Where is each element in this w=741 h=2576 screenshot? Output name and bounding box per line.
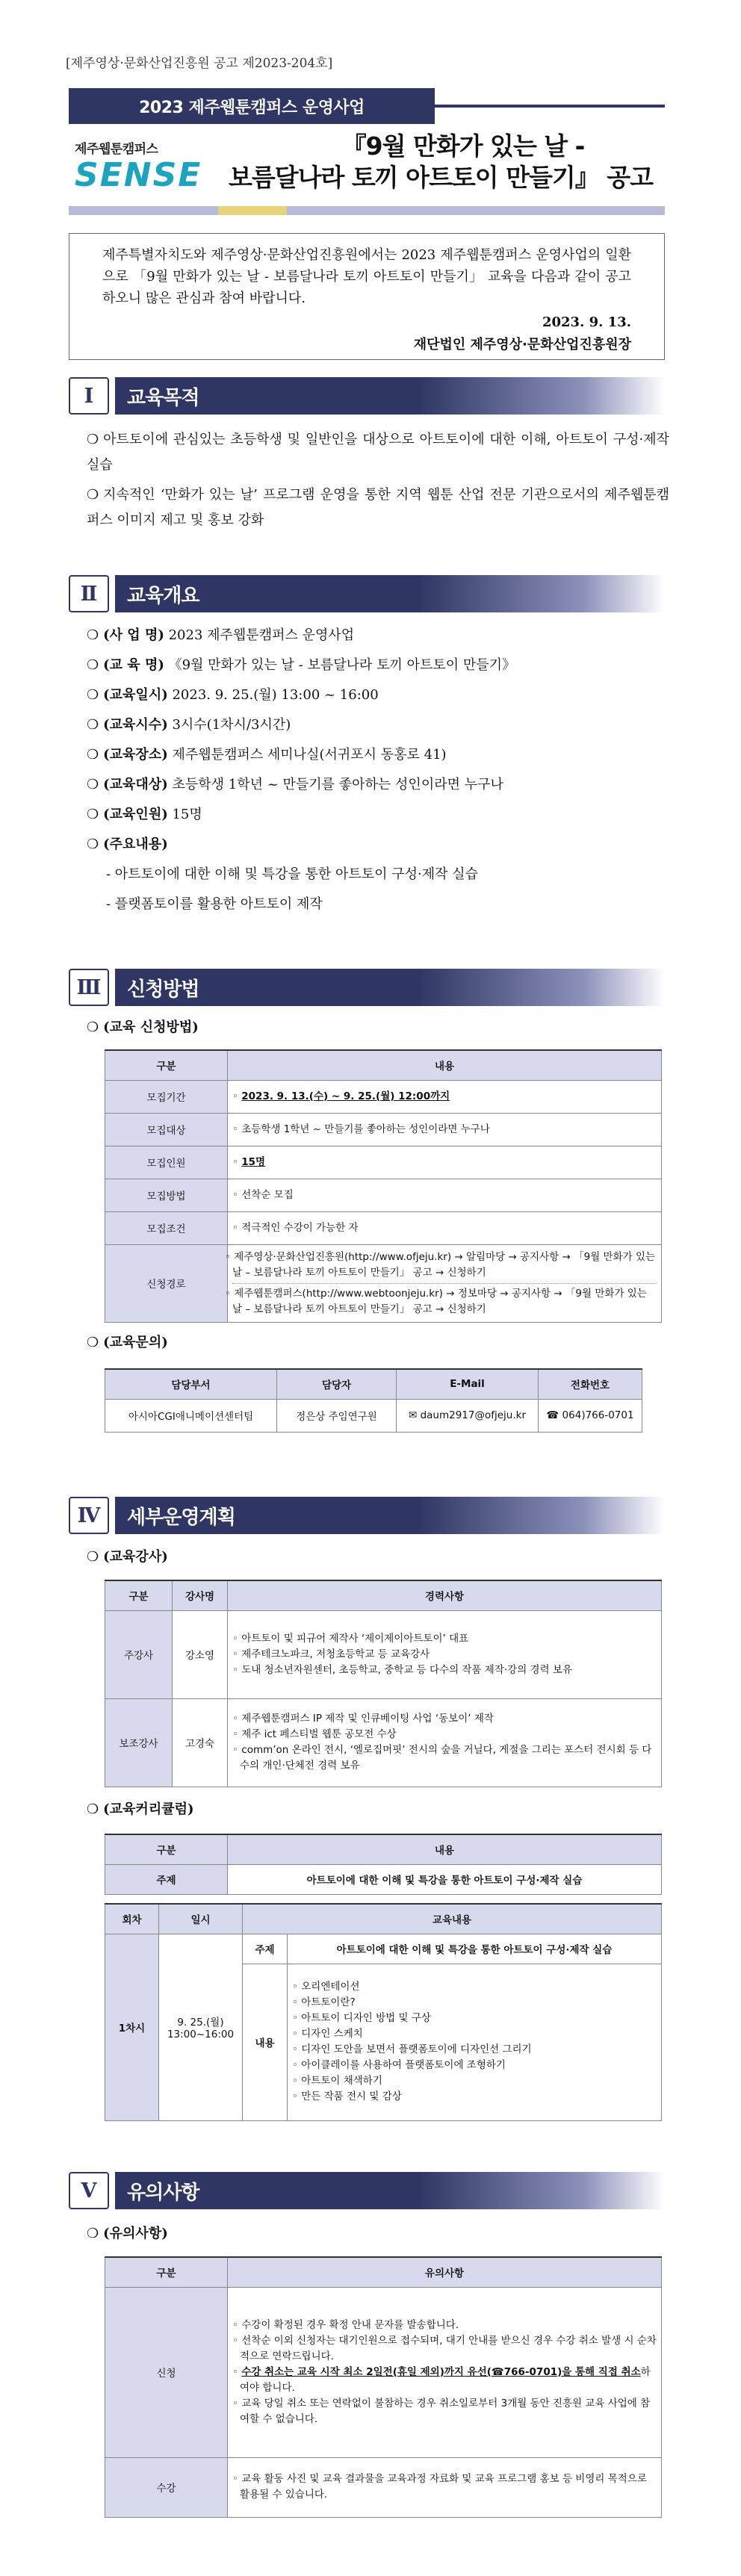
section-3-header [69,969,665,1006]
session-theme: 아트토이에 대한 이해 및 특강을 통한 아트토이 구성·제작 실습 [288,1934,662,1964]
route-ofjeju: ◦ 제주영상·문화산업진흥원(http://www.ofjeju.kr) → 알림마당 → 공지사항 → 「9월 만화가 있는 날 – 보름달나라 토끼 아트토이 만들기」 공고 → 신청하기 [232,1247,657,1284]
apply-heading: ❍ (교육 신청방법) [87,1019,199,1035]
contact-table [105,1368,642,1433]
session-datetime: 9. 25.(월) 13:00~16:00 [159,1934,243,2120]
condition-value: ◦ 적극적인 수강이 가능한 자 [228,1211,662,1244]
purpose-item [87,482,669,533]
section-number: Ⅳ [69,1497,109,1534]
overview-item: ❍ (사 업 명) 2023 제주웹툰캠퍼스 운영사업 [87,627,355,643]
hollow-circle-icon: ❍ [87,432,99,447]
overview-item: ❍ (주요내용) [87,837,168,852]
instructor-role: 주강사 [105,1610,173,1698]
intro-organization: 재단법인 제주영상·문화산업진흥원장 [413,337,631,353]
hollow-circle-icon: ❍ [87,837,99,852]
overview-item: ❍ (교육장소) 제주웹툰캠퍼스 세미나실(서귀포시 동홍로 41) [87,747,447,763]
column-header: 강사명 [173,1580,228,1610]
session-contents: ◦ 오리엔테이션 ◦ 아트토이란? ◦ 아트토이 디자인 방법 및 구상 ◦ 디자인 스케치 ◦ 디자인 도안을 보면서 플랫폼토이에 디자인선 그리기 ◦ 아이클레이를 사용하여 플랫폼토이에 조형하기 ◦ 아트토이 채색하기 ◦ 만든 작품 전시 및 감상 [288,1964,662,2120]
column-header: 내용 [228,1834,662,1864]
hollow-circle-icon: ❍ [87,1801,99,1817]
jeju-webtoon-campus-logo [75,138,202,198]
column-header: 구분 [105,1580,173,1610]
instructors-table [105,1580,662,1787]
hollow-circle-icon: ❍ [87,717,99,733]
column-header: 전화번호 [539,1369,642,1399]
stripe-lavender [69,206,218,215]
apply-notes: ◦ 수강이 확정된 경우 확정 안내 문자를 발송합니다. ◦ 선착순 이외 신청자는 대기인원으로 접수되며, 대기 안내를 받으신 경우 수강 취소 발생 시 순차적으로 연락드립니다. ◦ 수강 취소는 교육 시작 최소 2일전(휴일 제외)까지 유선(☎766-0701)을 통해 직접 취소하여야 합니다. ◦ 교육 당일 취소 또는 연락없이 불참하는 경우 취소일로부터 3개월 동안 진흥원 교육 사업에 참여할 수 없습니다. [228,2287,662,2457]
section-number: Ⅰ [69,377,109,415]
notes-heading: ❍ (유의사항) [87,2226,168,2241]
hollow-circle-icon: ❍ [87,1335,99,1350]
row-label: 주제 [105,1864,228,1894]
instructor-row [105,1698,662,1787]
row-label: 주제 [243,1934,288,1964]
curriculum-theme: 아트토이에 대한 이해 및 특강을 통한 아트토이 구성·제작 실습 [228,1864,662,1894]
hollow-circle-icon: ❍ [87,747,99,763]
section-title: 유의사항 [127,2181,199,2204]
intro-text: 제주특별자치도와 제주영상·문화산업진흥원에서는 2023 제주웹툰캠퍼스 운영사업의 일환으로 「9월 만화가 있는 날 - 보름달나라 토끼 아트토이 만들기」 교육을 다음과 같이 공고하오니 많은 관심과 참여 바랍니다. [102,247,631,306]
column-header: 구분 [105,1050,228,1080]
column-header: 담당부서 [105,1369,277,1399]
contact-phone: ☎ 064)766-0701 [539,1399,642,1432]
count-value: ◦ 15명 [228,1146,662,1179]
hollow-circle-icon: ❍ [87,777,99,792]
hollow-circle-icon: ❍ [87,2226,99,2241]
section-5-header [69,2172,665,2209]
column-header: 내용 [228,1050,662,1080]
column-header: 구분 [105,1834,228,1864]
section-number: Ⅱ [69,575,109,612]
hollow-circle-icon: ❍ [87,1549,99,1565]
section-number: Ⅴ [69,2172,109,2209]
overview-item: ❍ (교육대상) 초등학생 1학년 ~ 만들기를 좋아하는 성인이라면 누구나 [87,777,503,792]
phone-icon: ☎ [546,1409,559,1421]
curriculum-heading: ❍ (교육커리큘럼) [87,1801,194,1817]
column-header: 담당자 [277,1369,397,1399]
column-header: E-Mail [397,1369,539,1399]
instructor-name: 고경숙 [173,1698,228,1787]
hollow-circle-icon: ❍ [87,657,99,673]
row-label: 내용 [243,1964,288,2120]
title-line-1: 『9월 만화가 있는 날 - [341,131,585,161]
hollow-circle-icon: ❍ [87,487,99,503]
logo-caption: 제주웹툰캠퍼스 [75,142,158,157]
intro-date: 2023. 9. 13. [542,314,631,330]
apply-table [105,1049,662,1323]
period-value: ◦ 2023. 9. 13.(수) ~ 9. 25.(월) 12:00까지 [228,1080,662,1113]
route-webtoonjeju: ◦ 제주웹툰캠퍼스(http://www.webtoonjeju.kr) → 정보마당 → 공지사항 → 「9월 만화가 있는 날 – 보름달나라 토끼 아트토이 만들기」 공고 → 신청하기 [225,1287,647,1315]
notice-number: [제주영상·문화산업진흥원 공고 제2023-204호] [66,56,333,71]
column-header: 경력사항 [228,1580,662,1610]
overview-item: ❍ (교육시수) 3시수(1차시/3시간) [87,717,291,733]
curriculum-table [105,1903,662,2121]
instructor-name: 강소영 [173,1610,228,1698]
section-title: 신청방법 [127,978,199,1001]
row-label: 수강 [105,2457,228,2517]
row-label: 신청 [105,2287,228,2457]
session-label: 1차시 [105,1934,159,2120]
route-value [225,1244,662,1322]
stripe-lavender-right [287,206,665,215]
column-header: 유의사항 [228,2257,662,2287]
purpose-text: 아트토이에 관심있는 초등학생 및 일반인을 대상으로 아트토이에 대한 이해, 아트토이 구성·제작 실습 [87,432,669,473]
row-label: 신청경로 [105,1244,228,1322]
section-number: Ⅲ [69,969,109,1006]
hollow-circle-icon: ❍ [87,1019,99,1035]
stripe-yellow [218,206,287,215]
overview-item: ❍ (교육인원) 15명 [87,807,202,822]
section-2-header [69,575,665,612]
target-value: ◦ 초등학생 1학년 ~ 만들기를 좋아하는 성인이라면 누구나 [228,1113,662,1146]
mail-icon: ✉ [408,1409,418,1421]
column-header: 일시 [159,1904,243,1934]
row-label: 모집대상 [105,1113,228,1146]
contact-person: 정은상 주임연구원 [277,1399,397,1432]
column-header: 교육내용 [243,1904,662,1934]
section-title: 세부운영계획 [127,1506,235,1529]
title-stripes [69,206,665,215]
overview-item: ❍ (교 육 명) 《9월 만화가 있는 날 - 보름달나라 토끼 아트토이 만들기》 [87,657,516,673]
instructor-career: ◦ 제주웹툰캠퍼스 IP 제작 및 인큐베이팅 사업 ‘동보이’ 제작 ◦ 제주 ict 페스티벌 웹툰 공모전 수상 ◦ comm’on 온라인 전시, ‘엘로집머핏’ 전시의 숲을 거닐다, 게절을 그리는 포스터 전시회 등 다수의 개인·단체전 경력 보유 [228,1698,662,1787]
row-label: 모집기간 [105,1080,228,1113]
instructors-heading: ❍ (교육강사) [87,1549,168,1565]
project-banner: 2023 제주웹툰캠퍼스 운영사업 [69,88,435,124]
intro-box [69,233,665,360]
hollow-circle-icon: ❍ [87,687,99,703]
instructor-career: ◦ 아트토이 및 피규어 제작사 ‘제이제이아트토이’ 대표 ◦ 제주테크노파크, 저청초등학교 등 교육강사 ◦ 도내 청소년자원센터, 초등학교, 중학교 등 다수의 작품 제작·강의 경력 보유 [228,1610,662,1698]
contact-email[interactable]: ✉ daum2917@ofjeju.kr [397,1399,539,1432]
logo-wordmark: SENSE [75,156,202,194]
title-line-2: 보름달나라 토끼 아트토이 만들기』 공고 [228,163,653,192]
section-title: 교육개요 [127,584,199,607]
hollow-circle-icon: ❍ [87,627,99,643]
contact-dept: 아시아CGI애니메이션센터팀 [105,1399,277,1432]
purpose-item [87,427,669,478]
banner-rule [435,105,665,108]
contact-heading: ❍ (교육문의) [87,1335,168,1350]
instructor-row [105,1610,662,1698]
column-header: 회차 [105,1904,159,1934]
class-notes: ◦ 교육 활동 사진 및 교육 결과물을 교육과정 자료화 및 교육 프로그램 홍보 등 비영리 목적으로 활용될 수 있습니다. [228,2457,662,2517]
method-value: ◦ 선착순 모집 [228,1179,662,1211]
notes-table [105,2256,662,2518]
purpose-text: 지속적인 ‘만화가 있는 날’ 프로그램 운영을 통한 지역 웹툰 산업 전문 기관으로서의 제주웹툰캠퍼스 이미지 제고 및 홍보 강화 [87,487,669,528]
curriculum-theme-table [105,1834,662,1895]
overview-item: ❍ (교육일시) 2023. 9. 25.(월) 13:00 ~ 16:00 [87,687,379,703]
row-label: 모집조건 [105,1211,228,1244]
row-label: 모집인원 [105,1146,228,1179]
main-content-item: - 아트토이에 대한 이해 및 특강을 통한 아트토이 구성·제작 실습 [106,866,478,882]
section-4-header [69,1497,665,1534]
column-header: 구분 [105,2257,228,2287]
section-1-header [69,377,665,415]
hollow-circle-icon: ❍ [87,807,99,822]
row-label: 모집방법 [105,1179,228,1211]
main-content-item: - 플랫폼토이를 활용한 아트토이 제작 [106,896,323,912]
section-title: 교육목적 [127,386,199,409]
instructor-role: 보조강사 [105,1698,173,1787]
